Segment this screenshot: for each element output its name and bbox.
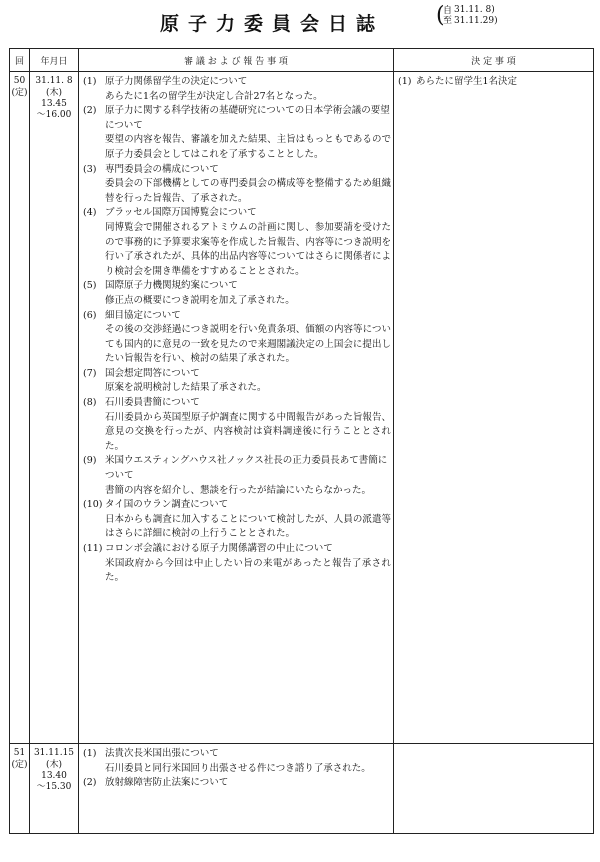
item-title: ブラッセル国際万国博覧会について xyxy=(105,207,257,219)
col-header-decision: 決 定 事 項 xyxy=(394,49,594,72)
item-body: あらたに1名の留学生が決定し合計27名となった。 xyxy=(105,90,323,102)
item-num: (9) xyxy=(83,455,97,467)
item-title: 原子力関係留学生の決定について xyxy=(105,76,248,87)
period-labels xyxy=(443,6,453,26)
list-item xyxy=(83,776,391,791)
list-item xyxy=(83,747,391,776)
meeting-date-cell xyxy=(30,744,79,834)
meeting-weekday: (木) xyxy=(45,88,63,98)
period-to-label: 至 xyxy=(443,16,453,26)
meeting-no: 50 xyxy=(13,76,26,86)
item-title: 原子力に関する科学技術の基礎研究についての日本学術会議の要望について xyxy=(105,105,390,131)
list-item xyxy=(83,396,391,454)
col-header-no: 回 xyxy=(10,49,30,72)
meeting-time-start: 13.40 xyxy=(41,771,67,781)
meeting-time-start: 13.45 xyxy=(41,99,67,109)
period-values: 31.11. 8) 31.11.29) xyxy=(454,5,498,26)
list-item xyxy=(83,367,391,396)
list-item xyxy=(83,206,391,279)
item-title: コロンボ会議における原子力関係講習の中止について xyxy=(105,543,333,554)
meeting-no: 51 xyxy=(13,748,26,758)
item-body: 同博覧会で開催されるアトミウムの計画に関し、参加要請を受けたので事務的に予算要求案等を作成した旨報告、内容等につき説明を行い了承されたが、具体的出品内容等についてはさらに関係者により検討会を開き準備をすすめることとされた。 xyxy=(105,221,391,277)
list-item xyxy=(83,75,391,104)
meeting-decisions-cell xyxy=(394,72,594,744)
decision-text: あらたに留学生1名決定 xyxy=(416,76,518,87)
list-item xyxy=(83,163,391,207)
item-body: 原案を説明検討した結果了承された。 xyxy=(105,382,267,394)
item-body: その後の交渉経過につき説明を行い免責条項、価額の内容等についても国内的に意見の一致を見たので来週閣議決定の上国会に提出したい旨報告を行い、検討の結果了承された。 xyxy=(105,324,391,365)
meeting-time-end: 〜16.00 xyxy=(36,110,72,120)
item-title: 米国ウエスティングハウス社ノックス社長の正力委員長あて書簡について xyxy=(105,455,388,482)
item-title: 国際原子力機関規約案について xyxy=(105,280,238,292)
item-title: 国会想定問答について xyxy=(105,367,200,379)
meeting-decisions-cell xyxy=(394,744,594,834)
item-body: 石川委員から英国型原子炉調査に関する中間報告があった旨報告、意見の交換を行ったが、内容検討は資料調達後に行うこととされた。 xyxy=(105,411,391,452)
period-brace: ( xyxy=(436,3,445,28)
meeting-weekday: (木) xyxy=(45,760,63,770)
meeting-time-end: 〜15.30 xyxy=(36,782,72,792)
meeting-no-cell xyxy=(10,72,30,744)
item-title: 放射線障害防止法案について xyxy=(105,777,229,789)
meeting-date-cell xyxy=(30,72,79,744)
item-num: (6) xyxy=(83,309,97,321)
list-item xyxy=(83,498,391,542)
journal-table xyxy=(9,48,594,834)
item-body: 石川委員と同行米国回り出張させる件につき諮り了承された。 xyxy=(105,762,371,774)
item-num: (3) xyxy=(83,163,97,175)
period-to: 31.11.29 xyxy=(454,16,495,26)
meeting-items-cell xyxy=(79,744,394,834)
item-num: (7) xyxy=(83,367,97,379)
item-num: (2) xyxy=(83,105,97,117)
document-title: 原子力委員会日誌 xyxy=(160,13,385,35)
list-item xyxy=(398,75,589,90)
table-row xyxy=(10,72,594,744)
list-item xyxy=(83,542,391,586)
list-item xyxy=(83,454,391,498)
item-body: 米国政府から今回は中止したい旨の来電があったと報告了承された。 xyxy=(105,557,391,584)
item-num: (2) xyxy=(83,777,97,789)
table-header-row xyxy=(10,49,594,72)
item-title: タイ国のウラン調査について xyxy=(105,499,229,511)
item-num: (10) xyxy=(83,499,103,511)
decision-num: (1) xyxy=(398,76,412,87)
item-body: 委員会の下部機構としての専門委員会の構成等を整備するため組織替を行った旨報告、了承された。 xyxy=(105,178,391,204)
meeting-items-cell xyxy=(79,72,394,744)
period-from: 31.11. 8 xyxy=(454,5,492,15)
meeting-type: (定) xyxy=(11,88,28,98)
list-item xyxy=(83,309,391,367)
item-num: (1) xyxy=(83,748,97,759)
table-row xyxy=(10,744,594,834)
meeting-date: 31.11. 8 xyxy=(35,76,73,86)
item-title: 専門委員会の構成について xyxy=(105,163,219,175)
item-num: (11) xyxy=(83,543,103,554)
item-num: (8) xyxy=(83,397,97,409)
list-item xyxy=(83,279,391,308)
meeting-date: 31.11.15 xyxy=(33,748,75,758)
item-title: 法貴次長米国出張について xyxy=(105,748,219,759)
item-num: (1) xyxy=(83,76,97,87)
meeting-no-cell xyxy=(10,744,30,834)
item-title: 石川委員書簡について xyxy=(105,397,200,409)
col-header-main: 審 議 お よ び 報 告 事 項 xyxy=(79,49,394,72)
item-body: 要望の内容を報告、審議を加えた結果、主旨はもっともであるので原子力委員会としてはこれを了承することとした。 xyxy=(105,134,391,160)
period-from-label: 自 xyxy=(443,6,453,16)
item-num: (5) xyxy=(83,280,97,292)
item-body: 日本からも調査に加入することについて検討したが、人員の派遣等はさらに詳細に検討の上行うこととされた。 xyxy=(105,513,391,540)
item-title: 細目協定について xyxy=(105,309,181,321)
meeting-type: (定) xyxy=(11,760,28,770)
item-body: 書簡の内容を紹介し、懇談を行ったが結論にいたらなかった。 xyxy=(105,484,372,496)
item-num: (4) xyxy=(83,207,97,219)
list-item xyxy=(83,104,391,162)
item-body: 修正点の概要につき説明を加え了承された。 xyxy=(105,294,295,306)
col-header-date: 年月日 xyxy=(30,49,79,72)
